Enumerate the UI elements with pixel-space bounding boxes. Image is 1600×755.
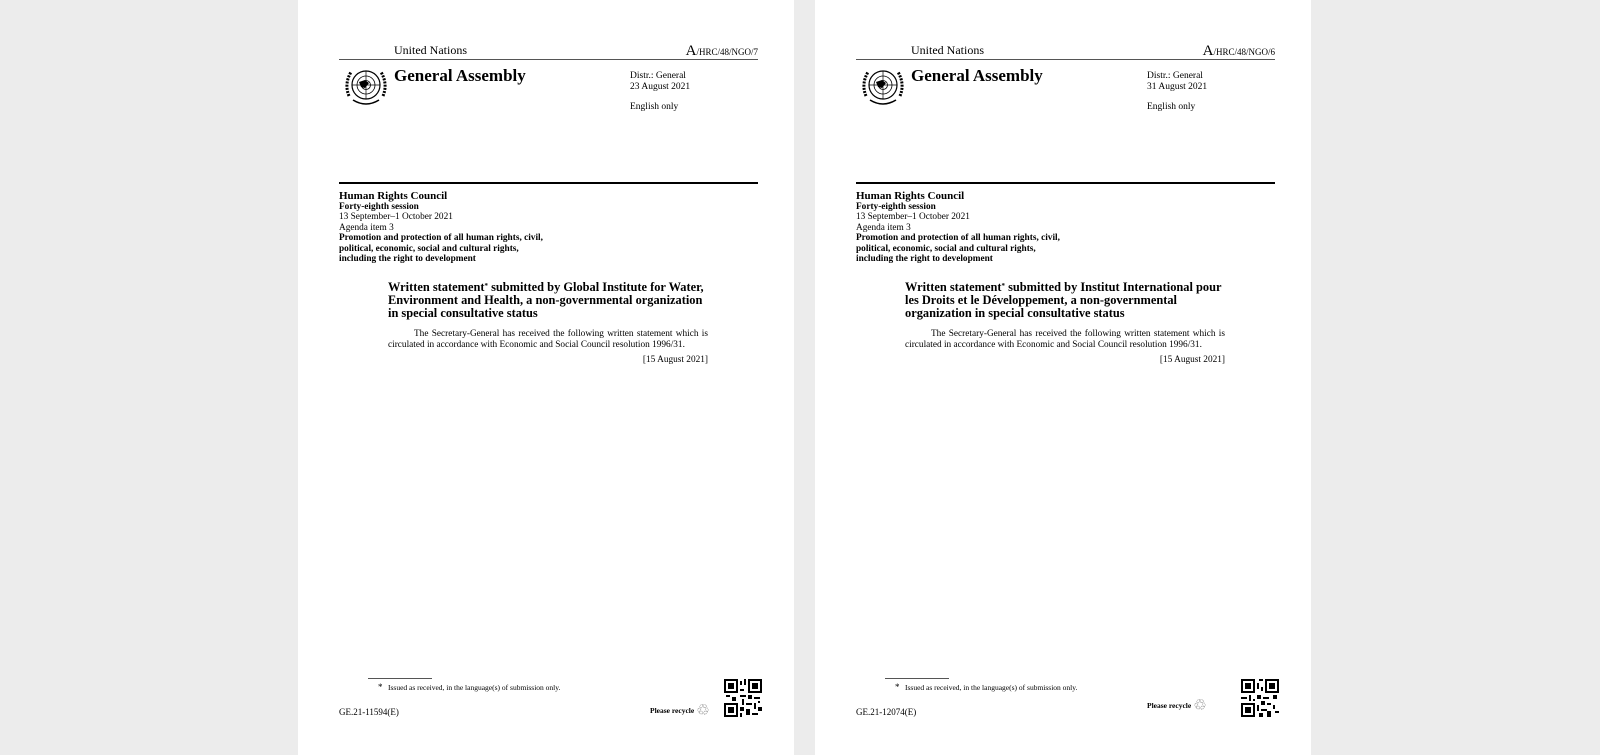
statement-date: [15 August 2021] (642, 355, 708, 365)
assembly-title: General Assembly (911, 66, 1043, 85)
footnote: * Issued as received, in the language(s) of submission only. (895, 682, 1078, 692)
agenda-title-line-2: political, economic, social and cultural rights, (856, 243, 1036, 254)
statement-date: [15 August 2021] (1159, 355, 1225, 365)
footnote-divider (368, 678, 432, 679)
session-dates: 13 September–1 October 2021 (856, 212, 970, 223)
language-note: English only (630, 102, 679, 112)
recycle-notice (650, 701, 710, 720)
issue-date: 23 August 2021 (630, 81, 691, 92)
qr-code-icon (724, 679, 762, 717)
council-name: Human Rights Council (339, 190, 448, 202)
council-block (856, 190, 1060, 264)
agenda-title-line-1: Promotion and protection of all human rights, civil, (339, 233, 543, 244)
agenda-item: Agenda item 3 (339, 222, 394, 233)
recycle-icon: ♲ (1193, 698, 1207, 714)
header-thick-divider (339, 182, 758, 184)
header-thick-divider (856, 182, 1275, 184)
recycle-label: Please recycle (650, 706, 695, 715)
issue-date: 31 August 2021 (1147, 81, 1208, 92)
document-symbol: A/HRC/48/NGO/7 (685, 43, 758, 59)
document-number: GE.21-12074(E) (856, 707, 917, 717)
recycle-label: Please recycle (1147, 701, 1192, 710)
council-block (339, 190, 543, 264)
recycle-notice (1147, 696, 1207, 715)
document-page-2 (815, 0, 1311, 755)
document-symbol: A/HRC/48/NGO/6 (1202, 43, 1275, 59)
recycle-icon: ♲ (696, 703, 710, 719)
header-divider (856, 59, 1275, 60)
session: Forty-eighth session (856, 202, 936, 212)
qr-code-icon (1241, 679, 1279, 717)
agenda-title-line-2: political, economic, social and cultural rights, (339, 243, 519, 254)
footnote: * Issued as received, in the language(s) of submission only. (378, 682, 561, 692)
agenda-title-line-1: Promotion and protection of all human rights, civil, (856, 233, 1060, 244)
distribution: Distr.: General (1147, 71, 1203, 81)
distribution-block (630, 71, 690, 113)
document-page-1 (298, 0, 794, 755)
session-dates: 13 September–1 October 2021 (339, 212, 453, 223)
org-name: United Nations (911, 43, 984, 57)
org-name: United Nations (394, 43, 467, 57)
statement-body: The Secretary-General has received the following written statement which is circulated in accordance with Economic and Social Council resolution 1996/31. (905, 329, 1225, 350)
statement-body: The Secretary-General has received the following written statement which is circulated in accordance with Economic and Social Council resolution 1996/31. (388, 329, 708, 350)
un-emblem-icon (858, 66, 908, 108)
agenda-item: Agenda item 3 (856, 222, 911, 233)
distribution: Distr.: General (630, 71, 686, 81)
council-name: Human Rights Council (856, 190, 965, 202)
distribution-block (1147, 71, 1207, 113)
statement-title: Written statement* submitted by Global Institute for Water, Environment and Health, a non-governmental organization in special consultative status (388, 280, 704, 320)
session: Forty-eighth session (339, 202, 419, 212)
language-note: English only (1147, 102, 1196, 112)
agenda-title-line-3: including the right to development (856, 254, 993, 265)
footnote-divider (885, 678, 949, 679)
document-number: GE.21-11594(E) (339, 707, 399, 717)
assembly-title: General Assembly (394, 66, 526, 85)
statement-title: Written statement* submitted by Institut International pour les Droits et le Développement, a non-governmental organization in special consultative status (905, 280, 1222, 320)
header-divider (339, 59, 758, 60)
un-emblem-icon (341, 66, 391, 108)
agenda-title-line-3: including the right to development (339, 254, 476, 265)
